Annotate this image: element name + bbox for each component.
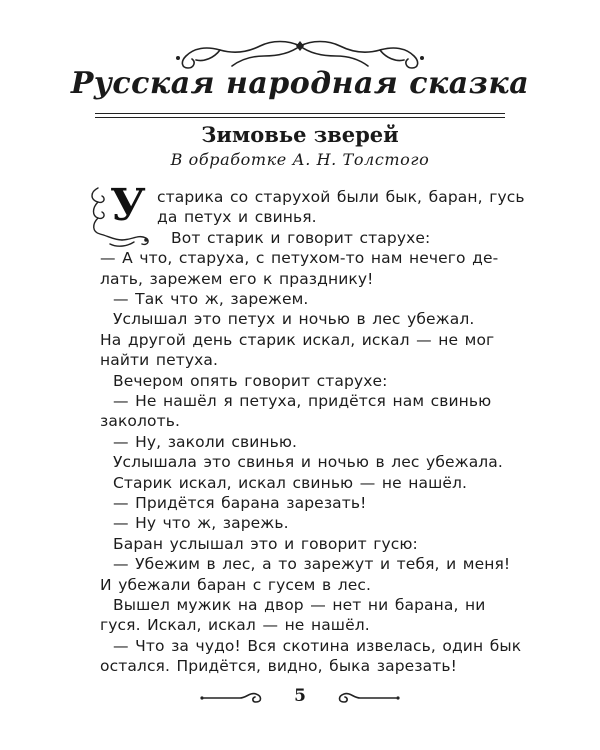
story-line: — Что за чудо! Вся скотина извелась, один бык [113, 636, 522, 655]
story-line: да петух и свинья. [157, 208, 317, 227]
series-title: Русская народная сказка [70, 66, 530, 101]
story-line: Вышел мужик на двор — нет ни барана, ни [113, 596, 486, 614]
story-line: Баран услышал это и говорит гусю: [113, 534, 418, 553]
story-line: — А что, старуха, с петухом-то нам нечего де- [100, 249, 499, 268]
story-title: Зимовье зверей [201, 122, 399, 147]
story-line: Услышал это петух и ночью в лес убежал. [113, 310, 475, 329]
story-line: И убежали баран с гусем в лес. [100, 575, 372, 594]
story-line: Вот старик и говорит старухе: [171, 228, 431, 247]
story-line: заколоть. [100, 412, 180, 431]
story-line: Вечером опять говорит старухе: [113, 371, 388, 390]
footer-flourish-right-icon [330, 688, 400, 708]
drop-cap-letter: У [110, 180, 146, 231]
story-line: — Так что ж, зарежем. [113, 290, 309, 308]
page-number: 5 [294, 685, 306, 706]
story-line: На другой день старик искал, искал — не мог [100, 330, 495, 349]
story-line: Старик искал, искал свинью — не нашёл. [113, 473, 468, 492]
story-line: лать, зарежем его к празднику! [100, 269, 374, 288]
story-line: — Убежим в лес, а то зарежут и тебя, и меня! [113, 555, 511, 574]
story-line: — Не нашёл я петуха, придётся нам свинью [113, 392, 492, 410]
story-line: старика со старухой были бык, баран, гусь [157, 188, 525, 206]
adaptation-credit: В обработке А. Н. Толстого [170, 150, 430, 169]
story-line: найти петуха. [100, 351, 219, 370]
story-line: — Ну, заколи свинью. [113, 432, 298, 451]
story-line: — Придётся барана зарезать! [113, 494, 367, 512]
story-line: — Ну что ж, зарежь. [113, 514, 289, 533]
story-line: гуся. Искал, искал — не нашёл. [100, 616, 370, 635]
story-line: Услышала это свинья и ночью в лес убежала. [113, 453, 503, 472]
story-line: остался. Придётся, видно, быка зарезать! [100, 657, 457, 676]
